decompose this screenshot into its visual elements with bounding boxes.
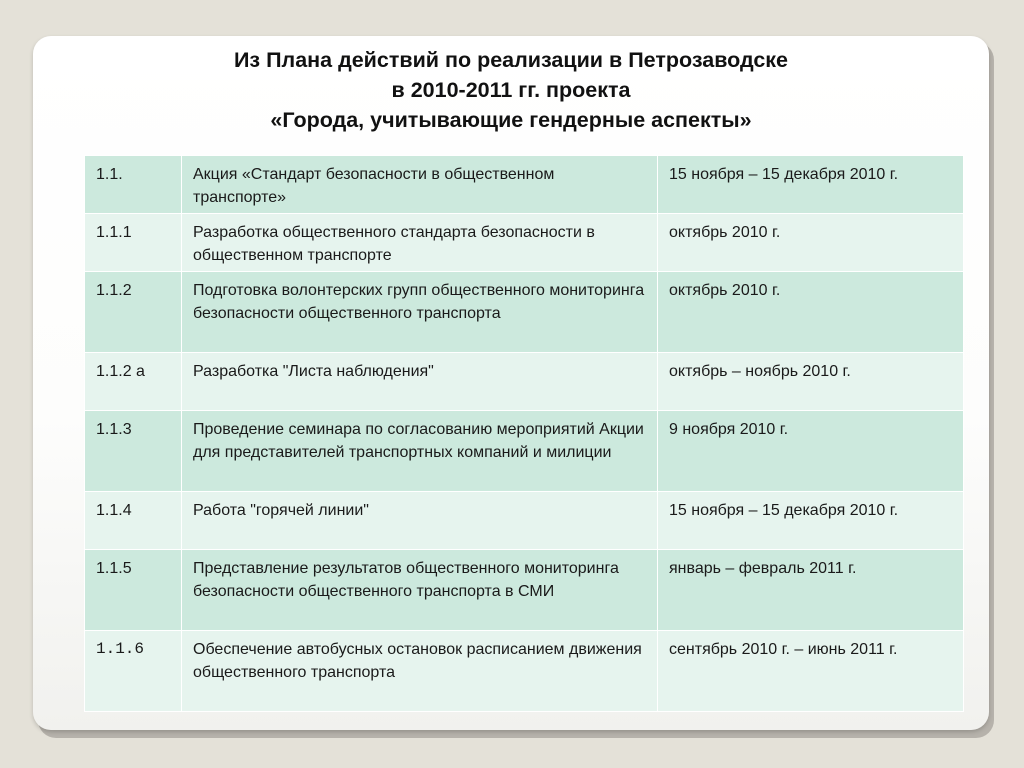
item-date: январь – февраль 2011 г. — [658, 550, 964, 631]
title-line-2: в 2010-2011 гг. проекта — [391, 78, 631, 102]
item-number: 1.1. — [85, 156, 182, 214]
item-number: 1.1.1 — [85, 214, 182, 272]
table-row — [85, 411, 964, 492]
item-action: Подготовка волонтерских групп общественного мониторинга безопасности общественного транспорта — [182, 272, 658, 353]
item-action: Работа "горячей линии" — [182, 492, 658, 550]
action-plan-table — [84, 155, 964, 712]
table-row — [85, 353, 964, 411]
title-line-3: «Города, учитывающие гендерные аспекты» — [270, 108, 752, 132]
item-date: 15 ноября – 15 декабря 2010 г. — [658, 492, 964, 550]
item-date: октябрь 2010 г. — [658, 272, 964, 353]
item-number: 1.1.4 — [85, 492, 182, 550]
table-row — [85, 272, 964, 353]
item-number: 1.1.3 — [85, 411, 182, 492]
item-action: Разработка общественного стандарта безопасности в общественном транспорте — [182, 214, 658, 272]
table-row — [85, 156, 964, 214]
table-row — [85, 214, 964, 272]
item-number: 1.1.2 — [85, 272, 182, 353]
item-action: Проведение семинара по согласованию мероприятий Акции для представителей транспортных компаний и милиции — [182, 411, 658, 492]
item-action: Обеспечение автобусных остановок расписанием движения общественного транспорта — [182, 631, 658, 712]
table-row — [85, 492, 964, 550]
item-action: Разработка "Листа наблюдения" — [182, 353, 658, 411]
item-date: 15 ноября – 15 декабря 2010 г. — [658, 156, 964, 214]
item-date: октябрь – ноябрь 2010 г. — [658, 353, 964, 411]
table-row — [85, 550, 964, 631]
item-number: 1.1.5 — [85, 550, 182, 631]
item-number: 1.1.2 а — [85, 353, 182, 411]
title-line-1: Из Плана действий по реализации в Петрозаводске — [233, 48, 789, 72]
item-date: 9 ноября 2010 г. — [658, 411, 964, 492]
item-action: Представление результатов общественного мониторинга безопасности общественного транспорта в СМИ — [182, 550, 658, 631]
item-action: Акция «Стандарт безопасности в общественном транспорте» — [182, 156, 658, 214]
item-date: октябрь 2010 г. — [658, 214, 964, 272]
slide-title — [33, 45, 989, 135]
table-row — [85, 631, 964, 712]
item-date: сентябрь 2010 г. – июнь 2011 г. — [658, 631, 964, 712]
item-number: 1.1.6 — [85, 631, 182, 712]
